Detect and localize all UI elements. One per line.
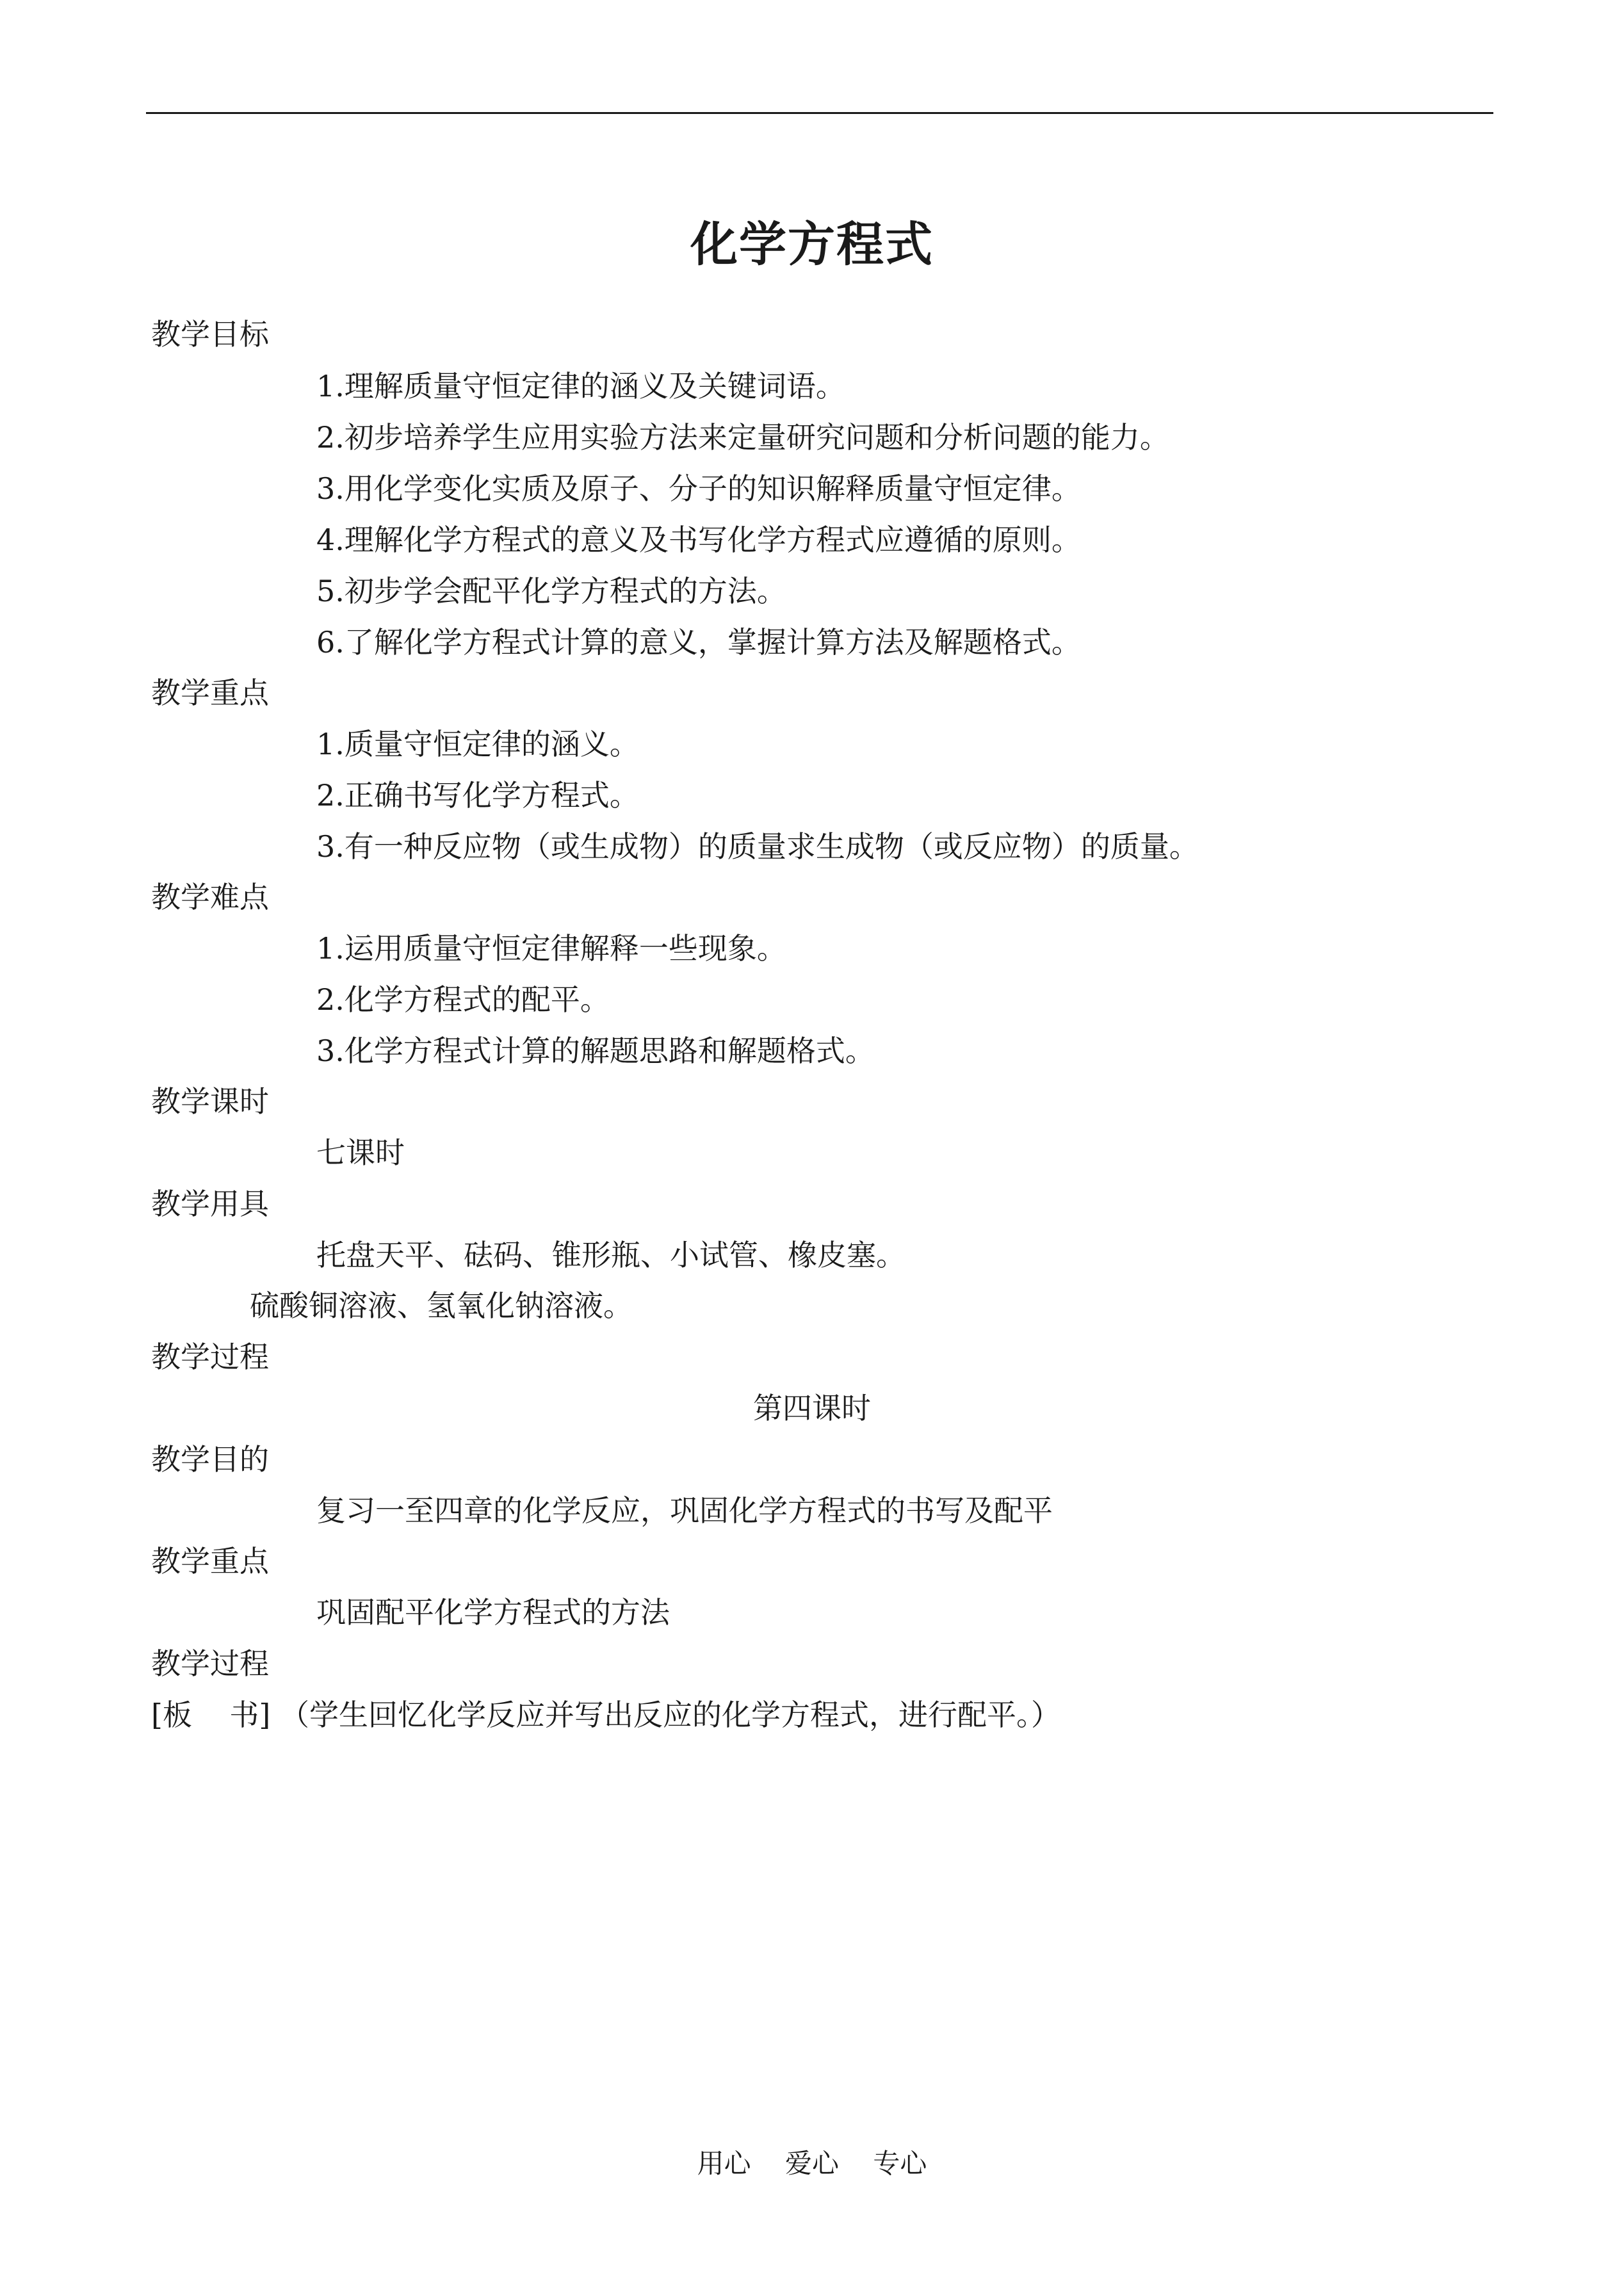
lesson-key-heading: 教学重点 (151, 1544, 269, 1578)
objective-item: 4.理解化学方程式的意义及书写化学方程式应遵循的原则。 (316, 523, 1081, 557)
objective-item: 2.初步培养学生应用实验方法来定量研究问题和分析问题的能力。 (316, 420, 1169, 455)
aim-text: 复习一至四章的化学反应，巩固化学方程式的书写及配平 (316, 1493, 1053, 1528)
process-heading: 教学过程 (151, 1340, 269, 1374)
objective-item: 1.理解质量守恒定律的涵义及关键词语。 (316, 369, 845, 403)
lesson-key-text: 巩固配平化学方程式的方法 (316, 1595, 670, 1630)
tools-line: 托盘天平、砝码、锥形瓶、小试管、橡皮塞。 (316, 1238, 905, 1272)
key-point-item: 3.有一种反应物（或生成物）的质量求生成物（或反应物）的质量。 (316, 829, 1199, 864)
tools-line: 硫酸铜溶液、氢氧化钠溶液。 (250, 1288, 633, 1323)
objectives-heading: 教学目标 (151, 317, 269, 352)
key-point-item: 2.正确书写化学方程式。 (316, 778, 639, 813)
board-note: [板 书] （学生回忆化学反应并写出反应的化学方程式，进行配平。） (151, 1698, 1061, 1732)
key-points-heading: 教学重点 (151, 676, 269, 710)
key-point-item: 1.质量守恒定律的涵义。 (316, 727, 639, 761)
difficulty-item: 3.化学方程式计算的解题思路和解题格式。 (316, 1034, 875, 1068)
objective-item: 5.初步学会配平化学方程式的方法。 (316, 574, 786, 608)
lesson-process-heading: 教学过程 (151, 1646, 269, 1681)
objective-item: 6.了解化学方程式计算的意义，掌握计算方法及解题格式。 (316, 625, 1081, 660)
header-rule (146, 112, 1493, 114)
tools-heading: 教学用具 (151, 1187, 269, 1221)
difficulties-heading: 教学难点 (151, 880, 269, 914)
objective-item: 3.用化学变化实质及原子、分子的知识解释质量守恒定律。 (316, 471, 1081, 506)
difficulty-item: 2.化学方程式的配平。 (316, 982, 610, 1017)
periods-value: 七课时 (316, 1135, 405, 1170)
lesson-title: 第四课时 (753, 1391, 871, 1425)
document-title: 化学方程式 (690, 217, 934, 272)
aim-heading: 教学目的 (151, 1442, 269, 1477)
periods-heading: 教学课时 (151, 1084, 269, 1119)
page-footer: 用心 爱心 专心 (697, 2148, 927, 2179)
difficulty-item: 1.运用质量守恒定律解释一些现象。 (316, 931, 786, 966)
